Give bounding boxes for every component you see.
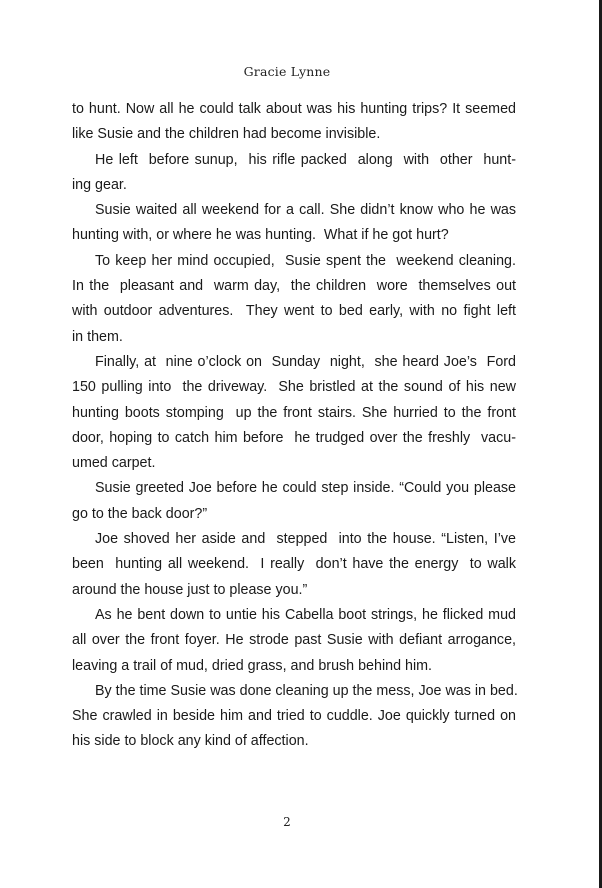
text-line: all over the front foyer. He strode past Susie with defiant arrogance, xyxy=(72,632,516,649)
text-line: been hunting all weekend. I really don’t have the energy to walk xyxy=(72,556,516,573)
text-line: hunting boots stomping up the front stairs. She hurried to the front xyxy=(72,404,516,421)
text-line: leaving a trail of mud, dried grass, and brush behind him. xyxy=(72,657,433,674)
running-header: Gracie Lynne xyxy=(243,64,331,79)
text-line: umed carpet. xyxy=(72,455,156,472)
text-line: Joe shoved her aside and stepped into the house. “Listen, I’ve xyxy=(95,531,516,548)
text-line: Susie greeted Joe before he could step inside. “Could you please xyxy=(95,480,516,497)
text-line: around the house just to please you.” xyxy=(72,581,308,598)
text-line: hunting with, or where he was hunting. What if he got hurt? xyxy=(72,227,449,244)
text-line: to hunt. Now all he could talk about was his hunting trips? It seemed xyxy=(72,101,516,117)
text-line: In the pleasant and warm day, the children wore themselves out xyxy=(72,278,516,295)
text-line: She crawled in beside him and tried to cuddle. Joe quickly turned on xyxy=(72,708,516,725)
text-line: By the time Susie was done cleaning up the mess, Joe was in bed. xyxy=(95,682,518,699)
text-line: 150 pulling into the driveway. She bristled at the sound of his new xyxy=(72,379,516,396)
text-line: go to the back door?” xyxy=(72,505,208,522)
text-line: To keep her mind occupied, Susie spent the weekend cleaning. xyxy=(95,252,516,269)
page-number: 2 xyxy=(283,815,291,829)
text-line: He left before sunup, his rifle packed along with other hunt- xyxy=(95,151,516,168)
text-line: his side to block any kind of affection. xyxy=(72,733,309,750)
text-line: like Susie and the children had become invisible. xyxy=(72,126,381,143)
text-line: ing gear. xyxy=(72,176,127,193)
body-text xyxy=(72,97,516,755)
text-line: Susie waited all weekend for a call. She didn’t know who he was xyxy=(95,202,516,219)
text-line: door, hoping to catch him before he trudged over the freshly vacu- xyxy=(72,429,516,446)
text-line: Finally, at nine o’clock on Sunday night, she heard Joe’s Ford xyxy=(95,353,516,370)
text-line: in them. xyxy=(72,328,123,345)
text-line: As he bent down to untie his Cabella boot strings, he flicked mud xyxy=(95,606,516,623)
text-line: with outdoor adventures. They went to bed early, with no fight left xyxy=(72,303,516,320)
